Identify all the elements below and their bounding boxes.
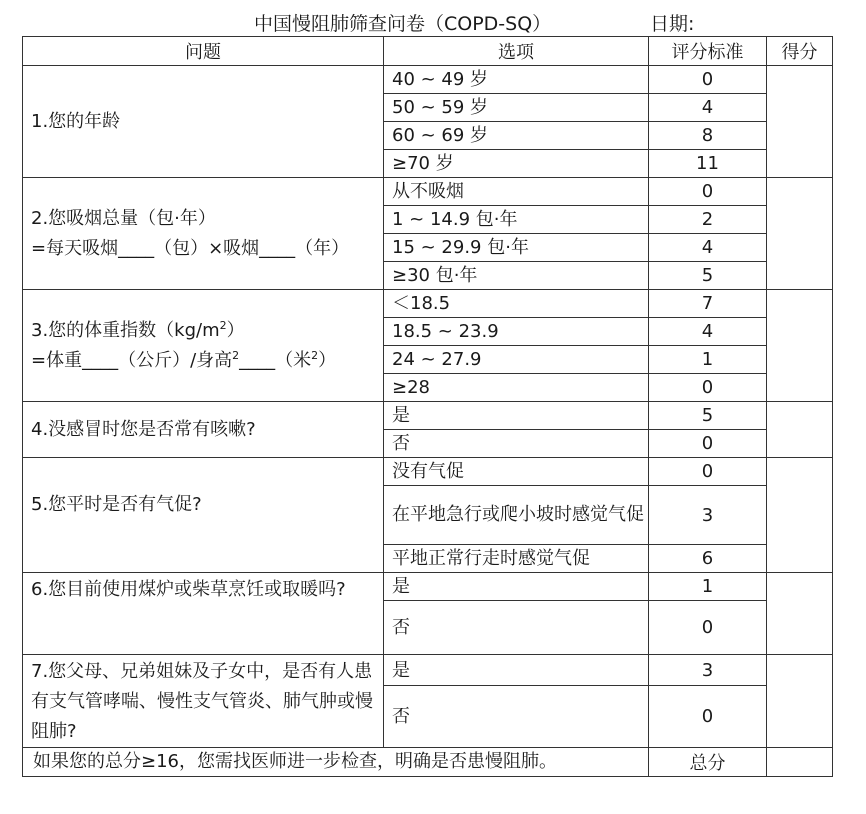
option-cell: 60 ~ 69 岁 [384,122,649,150]
option-cell: 是 [384,655,649,686]
question-3-line2 [31,350,336,371]
criteria-cell: 0 [649,66,767,94]
table-row [23,402,833,430]
question-3-line1 [31,320,245,341]
question-5: 5.您平时是否有气促? [23,458,384,573]
superscript: 2 [232,348,240,362]
header-score: 得分 [767,37,833,66]
criteria-cell: 2 [649,206,767,234]
question-3-line1-text: 3.您的体重指数（kg/m [31,319,220,341]
question-3 [23,290,384,402]
option-cell: 否 [384,430,649,458]
criteria-cell: 3 [649,486,767,545]
footer-note: 如果您的总分≥16，您需找医师进一步检查，明确是否患慢阻肺。 [23,748,649,777]
option-cell: ≥30 包·年 [384,262,649,290]
table-row [23,178,833,206]
superscript: 2 [311,348,319,362]
option-cell: ＜18.5 [384,290,649,318]
question-6: 6.您目前使用煤炉或柴草烹饪或取暖吗? [23,573,384,655]
table-row [23,290,833,318]
question-2-line2: =每天吸烟____（包）×吸烟____（年） [31,237,350,259]
option-cell: 15 ~ 29.9 包·年 [384,234,649,262]
header-question: 问题 [23,37,384,66]
criteria-cell: 5 [649,262,767,290]
question-3-line2-c: ） [318,349,337,371]
superscript: 2 [219,318,227,332]
questionnaire-table [22,36,833,777]
table-row [23,66,833,94]
question-3-line1-end: ） [226,319,245,341]
table-row [23,573,833,601]
header-criteria: 评分标准 [649,37,767,66]
option-cell: 在平地急行或爬小坡时感觉气促 [384,486,649,545]
score-input-q1[interactable] [767,66,833,178]
option-cell: 平地正常行走时感觉气促 [384,545,649,573]
criteria-cell: 7 [649,290,767,318]
question-7: 7.您父母、兄弟姐妹及子女中，是否有人患有支气管哮喘、慢性支气管炎、肺气肿或慢阻肺? [23,655,384,748]
criteria-cell: 6 [649,545,767,573]
option-cell: 24 ~ 27.9 [384,346,649,374]
option-cell: 是 [384,573,649,601]
question-2 [23,178,384,290]
option-cell: 从不吸烟 [384,178,649,206]
option-cell: 18.5 ~ 23.9 [384,318,649,346]
score-input-q4[interactable] [767,402,833,458]
score-input-q3[interactable] [767,290,833,402]
option-cell: 否 [384,601,649,655]
document-title: 中国慢阻肺筛查问卷（COPD-SQ） [254,13,552,35]
criteria-cell: 1 [649,346,767,374]
criteria-cell: 0 [649,178,767,206]
criteria-cell: 0 [649,686,767,748]
question-4: 4.没感冒时您是否常有咳嗽? [23,402,384,458]
criteria-cell: 4 [649,234,767,262]
criteria-cell: 0 [649,430,767,458]
criteria-cell: 8 [649,122,767,150]
question-1: 1.您的年龄 [23,66,384,178]
question-2-line1: 2.您吸烟总量（包·年） [31,207,216,229]
date-label: 日期: [650,13,695,35]
question-3-line2-a: =体重____（公斤）/身高 [31,349,233,371]
criteria-cell: 4 [649,318,767,346]
criteria-cell: 0 [649,374,767,402]
option-cell: 50 ~ 59 岁 [384,94,649,122]
criteria-cell: 11 [649,150,767,178]
criteria-cell: 5 [649,402,767,430]
table-row [23,458,833,486]
header-option: 选项 [384,37,649,66]
criteria-cell: 4 [649,94,767,122]
table-row [23,655,833,686]
total-label: 总分 [649,748,767,777]
questionnaire-header [0,6,866,36]
option-cell: ≥28 [384,374,649,402]
score-input-q7[interactable] [767,655,833,748]
criteria-cell: 0 [649,458,767,486]
footer-row [23,748,833,777]
option-cell: 是 [384,402,649,430]
score-input-q2[interactable] [767,178,833,290]
option-cell: ≥70 岁 [384,150,649,178]
table-header-row [23,37,833,66]
criteria-cell: 1 [649,573,767,601]
question-3-line2-b: ____（米 [239,349,312,371]
score-input-q5[interactable] [767,458,833,573]
criteria-cell: 3 [649,655,767,686]
option-cell: 1 ~ 14.9 包·年 [384,206,649,234]
option-cell: 40 ~ 49 岁 [384,66,649,94]
option-cell: 没有气促 [384,458,649,486]
score-input-q6[interactable] [767,573,833,655]
total-score-input[interactable] [767,748,833,777]
criteria-cell: 0 [649,601,767,655]
option-cell: 否 [384,686,649,748]
